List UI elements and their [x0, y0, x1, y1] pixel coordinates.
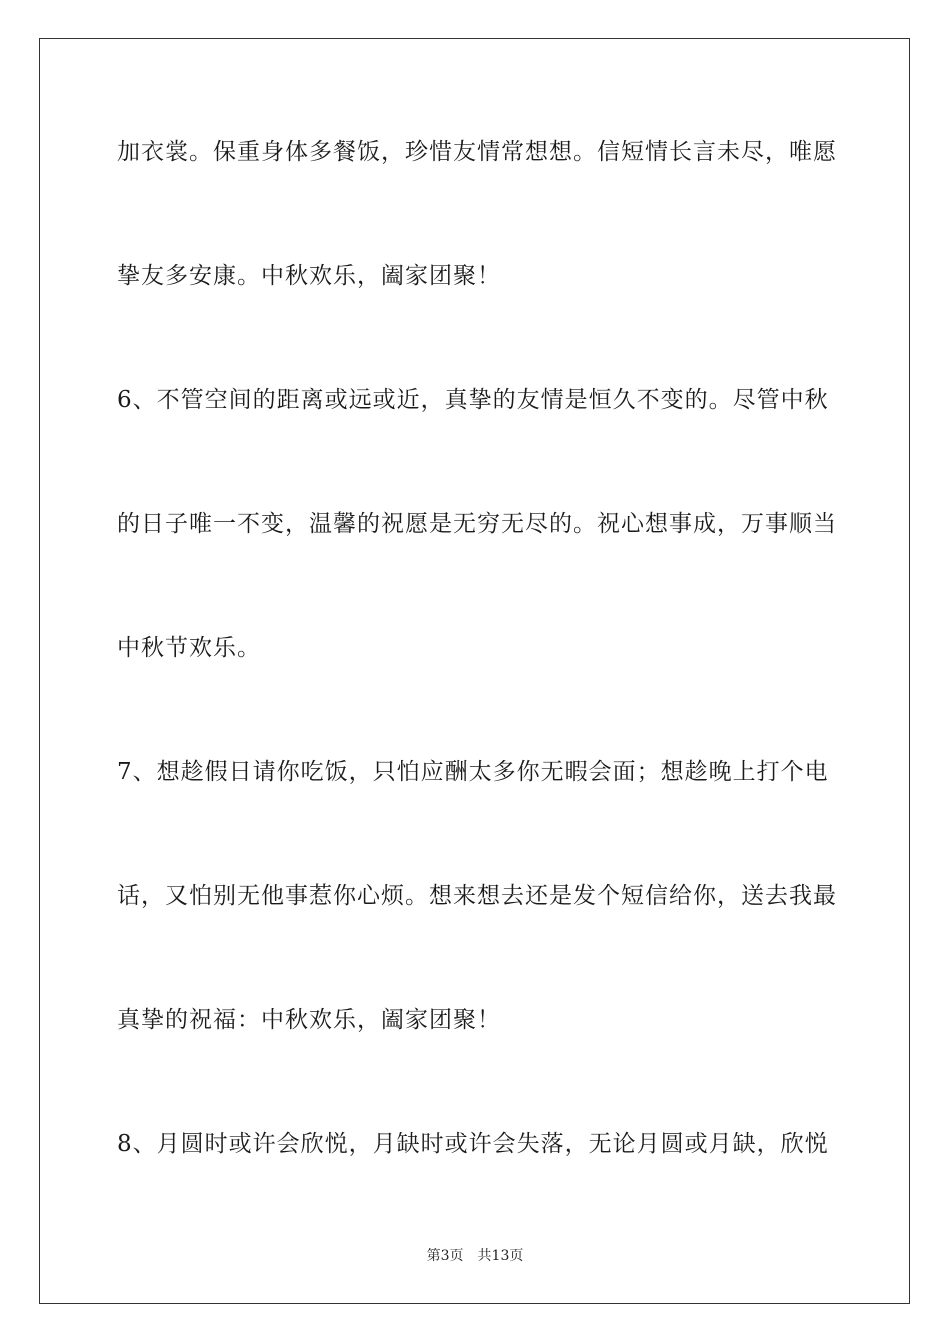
text-line-7: 话，又怕别无他事惹你心烦。想来想去还是发个短信给你，送去我最 [117, 883, 837, 909]
text-line-8: 真挚的祝福：中秋欢乐，阖家团聚！ [117, 1007, 501, 1033]
text-line-9: 8、月圆时或许会欣悦，月缺时或许会失落，无论月圆或月缺，欣悦 [117, 1131, 829, 1157]
page-number: 第3页 [426, 1248, 464, 1264]
text-line-5: 中秋节欢乐。 [117, 635, 261, 661]
text-line-6: 7、想趁假日请你吃饭，只怕应酬太多你无暇会面；想趁晚上打个电 [117, 759, 829, 785]
text-line-3: 6、不管空间的距离或远或近，真挚的友情是恒久不变的。尽管中秋 [117, 387, 829, 413]
page-footer [0, 1246, 950, 1266]
page-total: 共13页 [477, 1248, 524, 1264]
text-line-4: 的日子唯一不变，温馨的祝愿是无穷无尽的。祝心想事成，万事顺当 [117, 511, 837, 537]
text-line-2: 挚友多安康。中秋欢乐，阖家团聚！ [117, 263, 501, 289]
page-frame [39, 38, 910, 1304]
text-line-1: 加衣裳。保重身体多餐饭，珍惜友情常想想。信短情长言未尽，唯愿 [117, 139, 837, 165]
